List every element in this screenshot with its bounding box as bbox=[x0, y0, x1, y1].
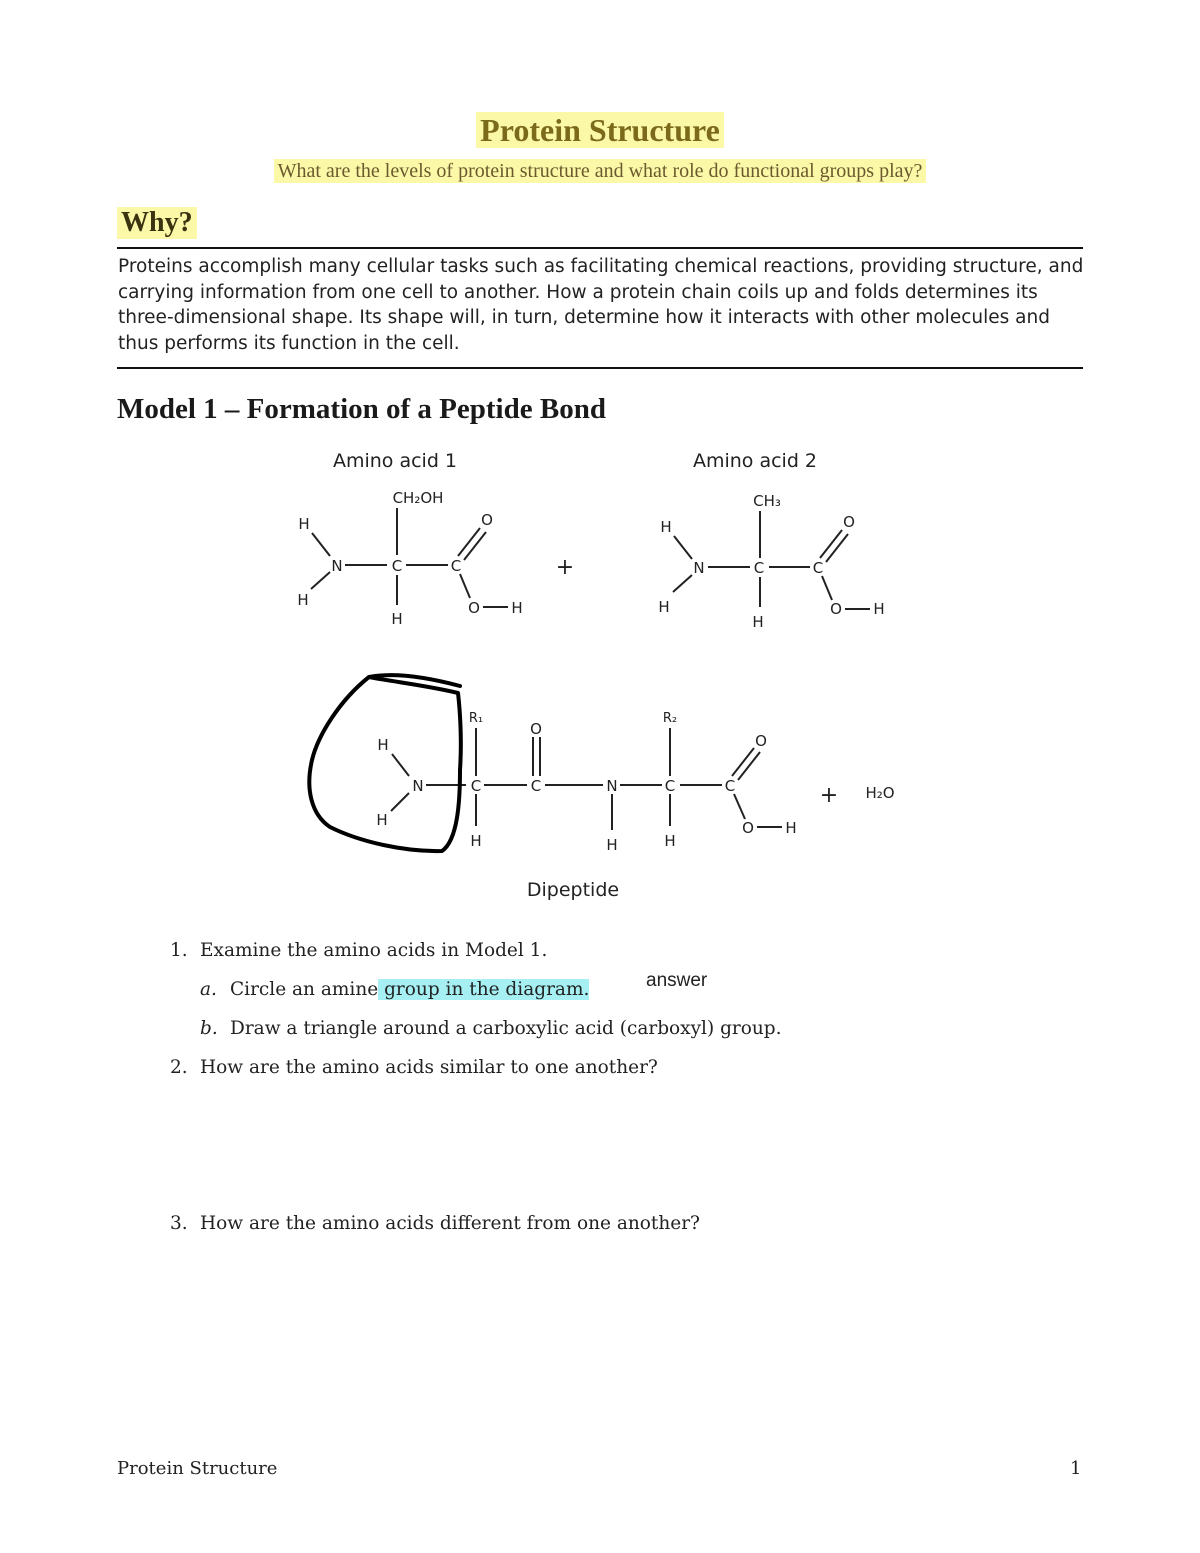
question-2: 2. How are the amino acids similar to one another? bbox=[170, 1057, 658, 1078]
footer-title: Protein Structure bbox=[117, 1458, 278, 1479]
aa2-h-oh: H bbox=[873, 600, 885, 618]
dp-h-oh: H bbox=[785, 819, 797, 837]
peptide-bond-diagram bbox=[0, 440, 1200, 910]
answer-annotation: answer bbox=[646, 970, 708, 991]
page-number: 1 bbox=[1070, 1458, 1082, 1479]
dp-h-c3: H bbox=[664, 832, 676, 850]
divider-bottom bbox=[117, 367, 1083, 369]
water: H₂O bbox=[865, 784, 895, 802]
aa1-h-top: H bbox=[298, 515, 310, 533]
aa1-c-alpha: C bbox=[391, 557, 403, 575]
question-3: 3. How are the amino acids different from one another? bbox=[170, 1213, 700, 1234]
question-1: 1. Examine the amino acids in Model 1. bbox=[170, 940, 548, 961]
aa2-c-alpha: C bbox=[753, 559, 765, 577]
dp-o-carbonyl: O bbox=[530, 720, 542, 738]
dp-c4: C bbox=[724, 777, 736, 795]
dipeptide-bonds bbox=[391, 728, 782, 830]
plus-sign-1: + bbox=[555, 555, 575, 580]
dp-o-single: O bbox=[742, 819, 754, 837]
dp-n2: N bbox=[606, 777, 618, 795]
aa1-h-alpha: H bbox=[391, 610, 403, 628]
dp-r2: R₂ bbox=[662, 711, 678, 726]
aa2-h-bottom: H bbox=[658, 598, 670, 616]
dipeptide-label: Dipeptide bbox=[526, 879, 620, 901]
aa1-h-bottom: H bbox=[297, 591, 309, 609]
aa1-c-carboxyl: C bbox=[450, 557, 462, 575]
page-subtitle: What are the levels of protein structure and what role do functional groups play? bbox=[0, 160, 1200, 183]
dp-c3: C bbox=[664, 777, 676, 795]
aa1-o-single: O bbox=[468, 599, 480, 617]
plus-sign-2: + bbox=[819, 783, 839, 808]
aa1-side-chain: CH₂OH bbox=[392, 489, 444, 507]
aa1-o-double: O bbox=[481, 511, 493, 529]
aa1-n: N bbox=[331, 557, 343, 575]
aa2-n: N bbox=[693, 559, 705, 577]
amino-acid-2-label: Amino acid 2 bbox=[692, 450, 818, 472]
aa2-o-double: O bbox=[843, 513, 855, 531]
aa2-h-alpha: H bbox=[752, 613, 764, 631]
model-heading: Model 1 – Formation of a Peptide Bond bbox=[117, 393, 606, 425]
dp-h-top: H bbox=[377, 736, 389, 754]
dp-c1: C bbox=[470, 777, 482, 795]
why-paragraph: Proteins accomplish many cellular tasks such as facilitating chemical reactions, providing structure, and carrying information from one cell to another. How a protein chain coils up and folds determines its three-dimensional shape. Its shape will, in turn, determine how it interacts with other molecules and thus performs its function in the cell. bbox=[118, 256, 1084, 354]
divider-top bbox=[117, 247, 1083, 249]
dp-n1: N bbox=[412, 777, 424, 795]
aa2-c-carboxyl: C bbox=[812, 559, 824, 577]
dp-c2: C bbox=[530, 777, 542, 795]
amino-acid-1-label: Amino acid 1 bbox=[332, 450, 458, 472]
dp-h-n2: H bbox=[606, 836, 618, 854]
why-heading: Why? bbox=[117, 207, 197, 239]
dp-r1: R₁ bbox=[468, 711, 484, 726]
question-1a: a. Circle an amine group in the diagram. bbox=[200, 979, 590, 1000]
aa2-side-chain: CH₃ bbox=[753, 492, 781, 510]
highlighted-text: group in the diagram. bbox=[378, 979, 590, 1000]
dp-h-bottom: H bbox=[376, 811, 388, 829]
aa2-o-single: O bbox=[830, 600, 842, 618]
dp-o-double: O bbox=[755, 732, 767, 750]
aa2-h-top: H bbox=[660, 518, 672, 536]
page-title: Protein Structure bbox=[0, 112, 1200, 149]
question-1b: b. Draw a triangle around a carboxylic acid (carboxyl) group. bbox=[200, 1018, 782, 1039]
aa1-h-oh: H bbox=[511, 599, 523, 617]
dp-h-c1: H bbox=[470, 832, 482, 850]
